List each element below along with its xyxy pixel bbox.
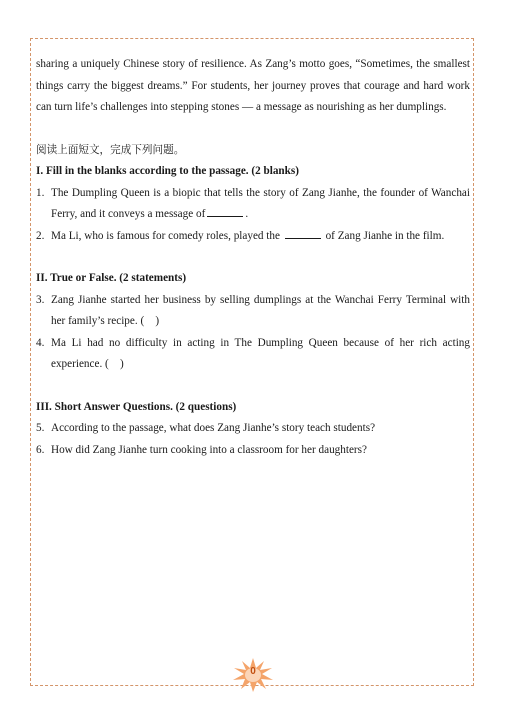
question-text: Ma Li had no difficulty in acting in The Dumpling Queen because of her rich acting experience. (51, 336, 470, 370)
answer-bracket[interactable]: ( ) (105, 358, 124, 370)
question-number: 5. (36, 422, 45, 434)
question-item-1 (36, 183, 470, 226)
spacer (36, 376, 470, 397)
answer-bracket[interactable]: ( ) (140, 315, 160, 327)
instruction-chinese: 阅读上面短文，完成下列问题。 (36, 143, 185, 156)
question-number: 6. (36, 443, 45, 456)
question-text-end: . (245, 208, 249, 220)
question-number: 1. (36, 186, 45, 199)
question-text: Ma Li, who is famous for comedy roles, played the (51, 229, 280, 242)
question-number: 4. (36, 336, 45, 349)
question-text: According to the passage, what does Zang Jianhe’s story teach students? (51, 422, 376, 434)
page-number: 0 (250, 666, 256, 677)
answer-blank[interactable] (207, 204, 243, 217)
question-item-4 (36, 333, 470, 376)
question-text: How did Zang Jianhe turn cooking into a classroom for her daughters? (51, 443, 367, 456)
section-heading-fill-blanks: I. Fill in the blanks according to the passage. (2 blanks) (36, 165, 299, 177)
spacer (36, 119, 470, 140)
question-item-6 (36, 440, 470, 462)
section-heading-short-answer: III. Short Answer Questions. (2 questions) (36, 400, 237, 413)
question-text: Zang Jianhe started her business by selling dumplings at the Wanchai Ferry Terminal with her family’s recipe. (51, 293, 470, 327)
page-content (36, 54, 470, 461)
answer-blank[interactable] (285, 226, 321, 239)
question-item-3 (36, 290, 470, 333)
spacer (36, 247, 470, 268)
question-text: The Dumpling Queen is a biopic that tells the story of Zang Jianhe, the founder of Wanchai Ferry, and it conveys a message of (51, 186, 470, 220)
question-item-5 (36, 418, 470, 440)
passage-closing-paragraph: sharing a uniquely Chinese story of resilience. As Zang’s motto goes, “Sometimes, the smallest things carry the biggest dreams.” For students, her journey proves that courage and hard work can turn life’s challenges into stepping stones — a message as nourishing as her dumplings. (36, 58, 470, 113)
question-number: 3. (36, 293, 45, 306)
question-text-end: of Zang Jianhe in the film. (325, 229, 445, 242)
question-number: 2. (36, 229, 45, 242)
question-item-2 (36, 226, 470, 248)
section-heading-true-false: II. True or False. (2 statements) (36, 272, 187, 284)
